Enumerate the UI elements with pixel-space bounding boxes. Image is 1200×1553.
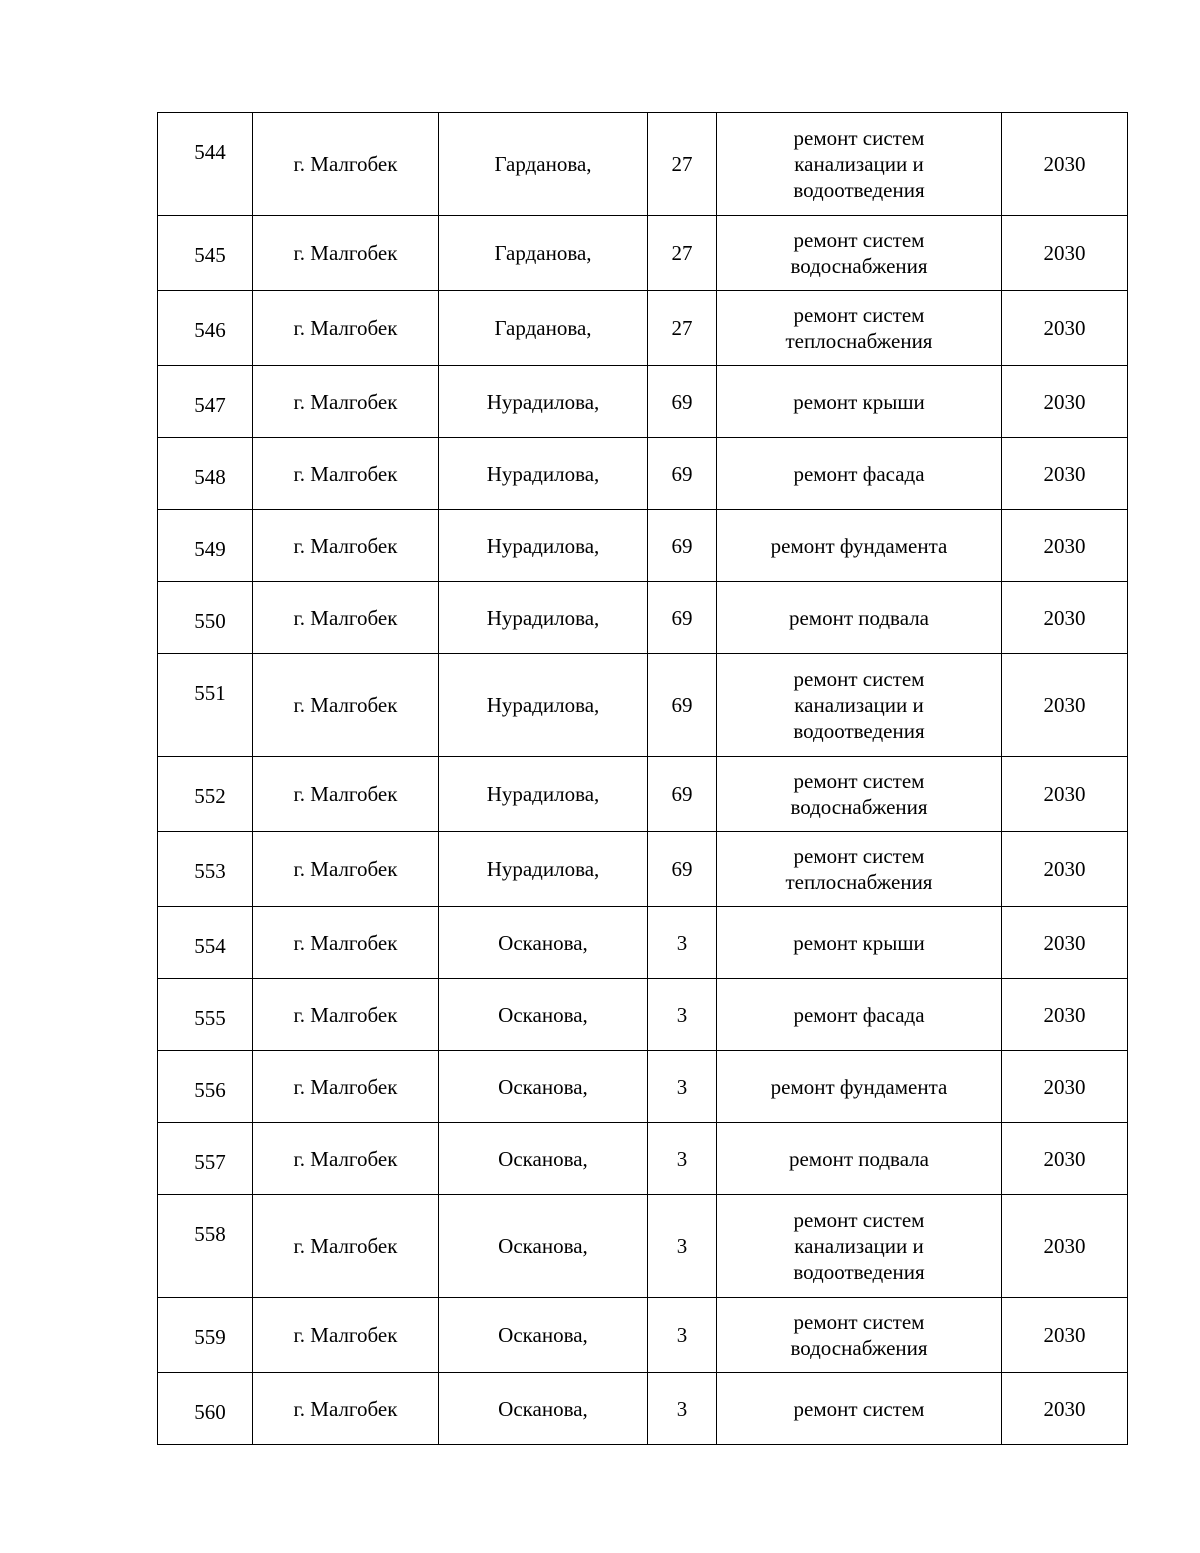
work-type-cell	[717, 1195, 1002, 1298]
city-cell: г. Малгобек	[253, 510, 439, 582]
house-number-cell: 69	[648, 366, 717, 438]
table-row	[158, 1051, 1128, 1123]
year-cell: 2030	[1002, 907, 1128, 979]
table-row	[158, 582, 1128, 654]
house-number-cell: 3	[648, 1051, 717, 1123]
city-cell: г. Малгобек	[253, 907, 439, 979]
year-cell: 2030	[1002, 1051, 1128, 1123]
city-cell: г. Малгобек	[253, 979, 439, 1051]
work-type-cell	[717, 1373, 1002, 1445]
row-number-cell: 548	[158, 438, 253, 510]
year-cell: 2030	[1002, 979, 1128, 1051]
work-type-line: ремонт фасада	[793, 461, 925, 486]
street-cell: Нурадилова,	[439, 832, 648, 907]
street-cell: Осканова,	[439, 979, 648, 1051]
work-type-line: водоснабжения	[790, 795, 928, 819]
city-cell: г. Малгобек	[253, 1051, 439, 1123]
table-row	[158, 438, 1128, 510]
year-cell: 2030	[1002, 1373, 1128, 1445]
city-cell: г. Малгобек	[253, 438, 439, 510]
work-type-line: теплоснабжения	[785, 870, 933, 894]
street-cell: Нурадилова,	[439, 510, 648, 582]
work-type-cell	[717, 757, 1002, 832]
year-cell: 2030	[1002, 366, 1128, 438]
house-number-cell: 3	[648, 1298, 717, 1373]
house-number-cell: 69	[648, 438, 717, 510]
work-type-line: теплоснабжения	[785, 329, 933, 353]
house-number-cell: 69	[648, 654, 717, 757]
table-row	[158, 1373, 1128, 1445]
street-cell: Гарданова,	[439, 291, 648, 366]
table-row	[158, 113, 1128, 216]
city-cell: г. Малгобек	[253, 1373, 439, 1445]
work-type-cell	[717, 291, 1002, 366]
work-type-cell	[717, 1051, 1002, 1123]
row-number-cell: 560	[158, 1373, 253, 1445]
city-cell: г. Малгобек	[253, 113, 439, 216]
work-type-line: водоснабжения	[790, 254, 928, 278]
street-cell: Осканова,	[439, 1195, 648, 1298]
work-type-cell	[717, 438, 1002, 510]
row-number-cell: 552	[158, 757, 253, 832]
house-number-cell: 3	[648, 979, 717, 1051]
work-type-line: ремонт фундамента	[770, 533, 948, 558]
year-cell: 2030	[1002, 291, 1128, 366]
house-number-cell: 3	[648, 1123, 717, 1195]
street-cell: Осканова,	[439, 907, 648, 979]
row-number-cell: 550	[158, 582, 253, 654]
work-type-cell	[717, 654, 1002, 757]
city-cell: г. Малгобек	[253, 832, 439, 907]
street-cell: Нурадилова,	[439, 582, 648, 654]
year-cell: 2030	[1002, 1195, 1128, 1298]
year-cell: 2030	[1002, 582, 1128, 654]
row-number-cell: 546	[158, 291, 253, 366]
street-cell: Нурадилова,	[439, 438, 648, 510]
work-type-line: водоснабжения	[790, 1336, 928, 1360]
work-type-line: ремонт систем	[793, 769, 925, 793]
city-cell: г. Малгобек	[253, 366, 439, 438]
house-number-cell: 27	[648, 113, 717, 216]
work-type-line: ремонт систем	[793, 228, 925, 252]
work-type-cell	[717, 216, 1002, 291]
year-cell: 2030	[1002, 216, 1128, 291]
year-cell: 2030	[1002, 654, 1128, 757]
table-body	[158, 113, 1128, 1445]
street-cell: Нурадилова,	[439, 366, 648, 438]
house-number-cell: 69	[648, 832, 717, 907]
work-type-line: канализации и	[794, 152, 924, 176]
year-cell: 2030	[1002, 757, 1128, 832]
table-row	[158, 510, 1128, 582]
work-type-cell	[717, 582, 1002, 654]
work-type-line: водоотведения	[793, 178, 925, 202]
street-cell: Осканова,	[439, 1123, 648, 1195]
work-type-line: ремонт систем	[793, 303, 925, 327]
year-cell: 2030	[1002, 438, 1128, 510]
table-row	[158, 291, 1128, 366]
house-number-cell: 3	[648, 1373, 717, 1445]
work-type-line: канализации и	[794, 1234, 924, 1258]
work-type-cell	[717, 979, 1002, 1051]
city-cell: г. Малгобек	[253, 216, 439, 291]
row-number-cell: 554	[158, 907, 253, 979]
row-number-cell: 558	[158, 1195, 253, 1298]
work-type-line: ремонт систем	[793, 844, 925, 868]
year-cell: 2030	[1002, 113, 1128, 216]
table-row	[158, 216, 1128, 291]
work-type-line: ремонт систем	[793, 126, 925, 150]
row-number-cell: 556	[158, 1051, 253, 1123]
row-number-cell: 553	[158, 832, 253, 907]
row-number-cell: 549	[158, 510, 253, 582]
row-number-cell: 559	[158, 1298, 253, 1373]
table-row	[158, 757, 1128, 832]
house-number-cell: 69	[648, 582, 717, 654]
work-type-line: ремонт систем	[793, 1396, 925, 1421]
city-cell: г. Малгобек	[253, 291, 439, 366]
house-number-cell: 3	[648, 1195, 717, 1298]
city-cell: г. Малгобек	[253, 1298, 439, 1373]
row-number-cell: 555	[158, 979, 253, 1051]
house-number-cell: 69	[648, 510, 717, 582]
work-type-line: канализации и	[794, 693, 924, 717]
work-type-line: ремонт подвала	[788, 605, 930, 630]
work-type-line: ремонт фундамента	[770, 1074, 948, 1099]
street-cell: Нурадилова,	[439, 757, 648, 832]
house-number-cell: 27	[648, 291, 717, 366]
work-type-line: ремонт подвала	[788, 1146, 930, 1171]
work-type-cell	[717, 907, 1002, 979]
work-type-line: ремонт фасада	[793, 1002, 925, 1027]
work-type-cell	[717, 832, 1002, 907]
year-cell: 2030	[1002, 832, 1128, 907]
table-row	[158, 1123, 1128, 1195]
work-type-line: ремонт крыши	[793, 930, 925, 955]
table-row	[158, 979, 1128, 1051]
table-row	[158, 907, 1128, 979]
row-number-cell: 551	[158, 654, 253, 757]
row-number-cell: 545	[158, 216, 253, 291]
house-number-cell: 3	[648, 907, 717, 979]
work-type-cell	[717, 1298, 1002, 1373]
street-cell: Нурадилова,	[439, 654, 648, 757]
work-type-cell	[717, 113, 1002, 216]
year-cell: 2030	[1002, 1123, 1128, 1195]
row-number-cell: 547	[158, 366, 253, 438]
work-type-line: водоотведения	[793, 719, 925, 743]
table-row	[158, 366, 1128, 438]
city-cell: г. Малгобек	[253, 1123, 439, 1195]
house-number-cell: 69	[648, 757, 717, 832]
work-type-line: ремонт систем	[793, 1208, 925, 1232]
work-type-cell	[717, 366, 1002, 438]
table-row	[158, 654, 1128, 757]
work-type-line: ремонт систем	[793, 1310, 925, 1334]
city-cell: г. Малгобек	[253, 654, 439, 757]
year-cell: 2030	[1002, 510, 1128, 582]
city-cell: г. Малгобек	[253, 1195, 439, 1298]
work-type-line: ремонт систем	[793, 667, 925, 691]
row-number-cell: 557	[158, 1123, 253, 1195]
table-row	[158, 1195, 1128, 1298]
city-cell: г. Малгобек	[253, 582, 439, 654]
work-type-cell	[717, 1123, 1002, 1195]
house-number-cell: 27	[648, 216, 717, 291]
year-cell: 2030	[1002, 1298, 1128, 1373]
street-cell: Осканова,	[439, 1298, 648, 1373]
table-row	[158, 832, 1128, 907]
work-type-cell	[717, 510, 1002, 582]
street-cell: Гарданова,	[439, 113, 648, 216]
street-cell: Осканова,	[439, 1373, 648, 1445]
city-cell: г. Малгобек	[253, 757, 439, 832]
work-type-line: ремонт крыши	[793, 389, 925, 414]
work-type-line: водоотведения	[793, 1260, 925, 1284]
row-number-cell: 544	[158, 113, 253, 216]
street-cell: Осканова,	[439, 1051, 648, 1123]
street-cell: Гарданова,	[439, 216, 648, 291]
repair-schedule-table	[157, 112, 1128, 1445]
table-row	[158, 1298, 1128, 1373]
